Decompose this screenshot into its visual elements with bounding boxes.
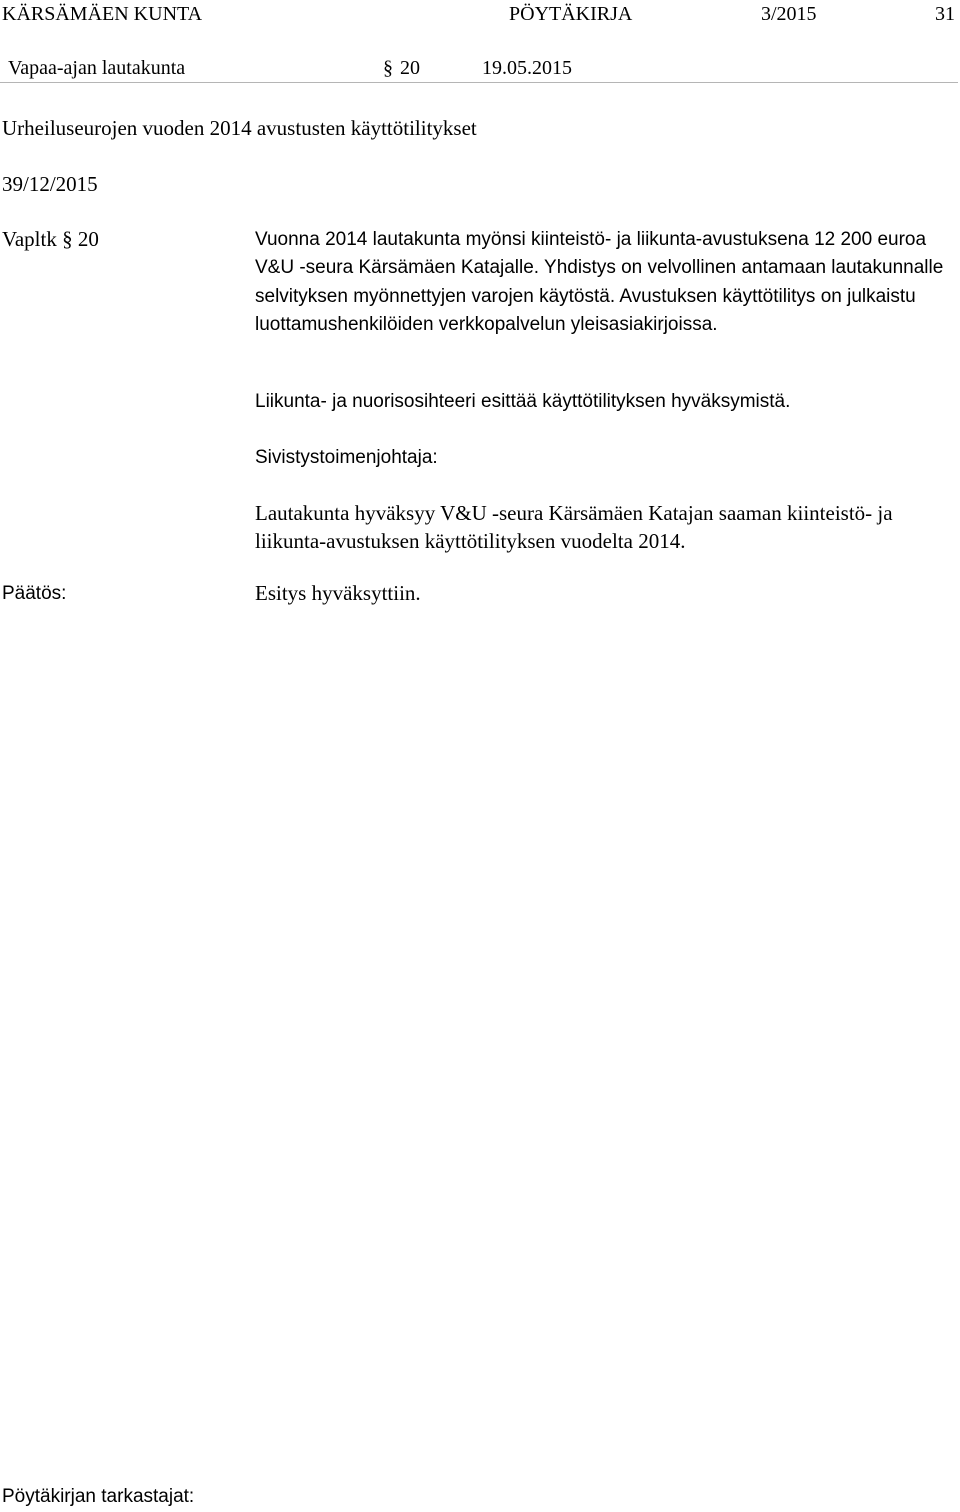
item-label: Vapltk § 20 <box>2 227 99 251</box>
document-number: 3/2015 <box>761 3 817 25</box>
document-title: Urheiluseurojen vuoden 2014 avustusten käyttötilitykset <box>2 116 477 140</box>
header-divider <box>0 82 958 83</box>
section-number: 20 <box>400 57 420 79</box>
decision-label: Päätös: <box>2 583 67 604</box>
proposer-label: Sivistystoimenjohtaja: <box>255 447 438 468</box>
body-paragraph: Vuonna 2014 lautakunta myönsi kiinteistö- ja liikunta-avustuksena 12 200 euroa V&U -seura Kärsämäen Katajalle. Yhdistys on velvollinen antamaan lautakunnalle selvityksen myönnettyjen varojen käytöstä. Avustuksen käyttötilitys on julkaistu luottamushenkilöiden verkkopalvelun yleisasiakirjoissa. <box>255 229 944 335</box>
section-symbol: § <box>383 57 393 79</box>
presenter-note: Liikunta- ja nuorisosihteeri esittää käyttötilityksen hyväksymistä. <box>255 391 791 412</box>
reference-number: 39/12/2015 <box>2 172 98 196</box>
decision-text: Esitys hyväksyttiin. <box>255 581 421 605</box>
checkers-label: Pöytäkirjan tarkastajat: <box>2 1486 195 1507</box>
meeting-date: 19.05.2015 <box>482 57 572 79</box>
page-number: 31 <box>935 3 955 25</box>
proposal-text: Lautakunta hyväksyy V&U -seura Kärsämäen Katajan saaman kiinteistö- ja liikunta-avustuksen käyttötilityksen vuodelta 2014. <box>255 501 893 553</box>
board-name: Vapaa-ajan lautakunta <box>8 57 186 79</box>
municipality-name: KÄRSÄMÄEN KUNTA <box>2 3 203 25</box>
document-type: PÖYTÄKIRJA <box>509 3 633 25</box>
